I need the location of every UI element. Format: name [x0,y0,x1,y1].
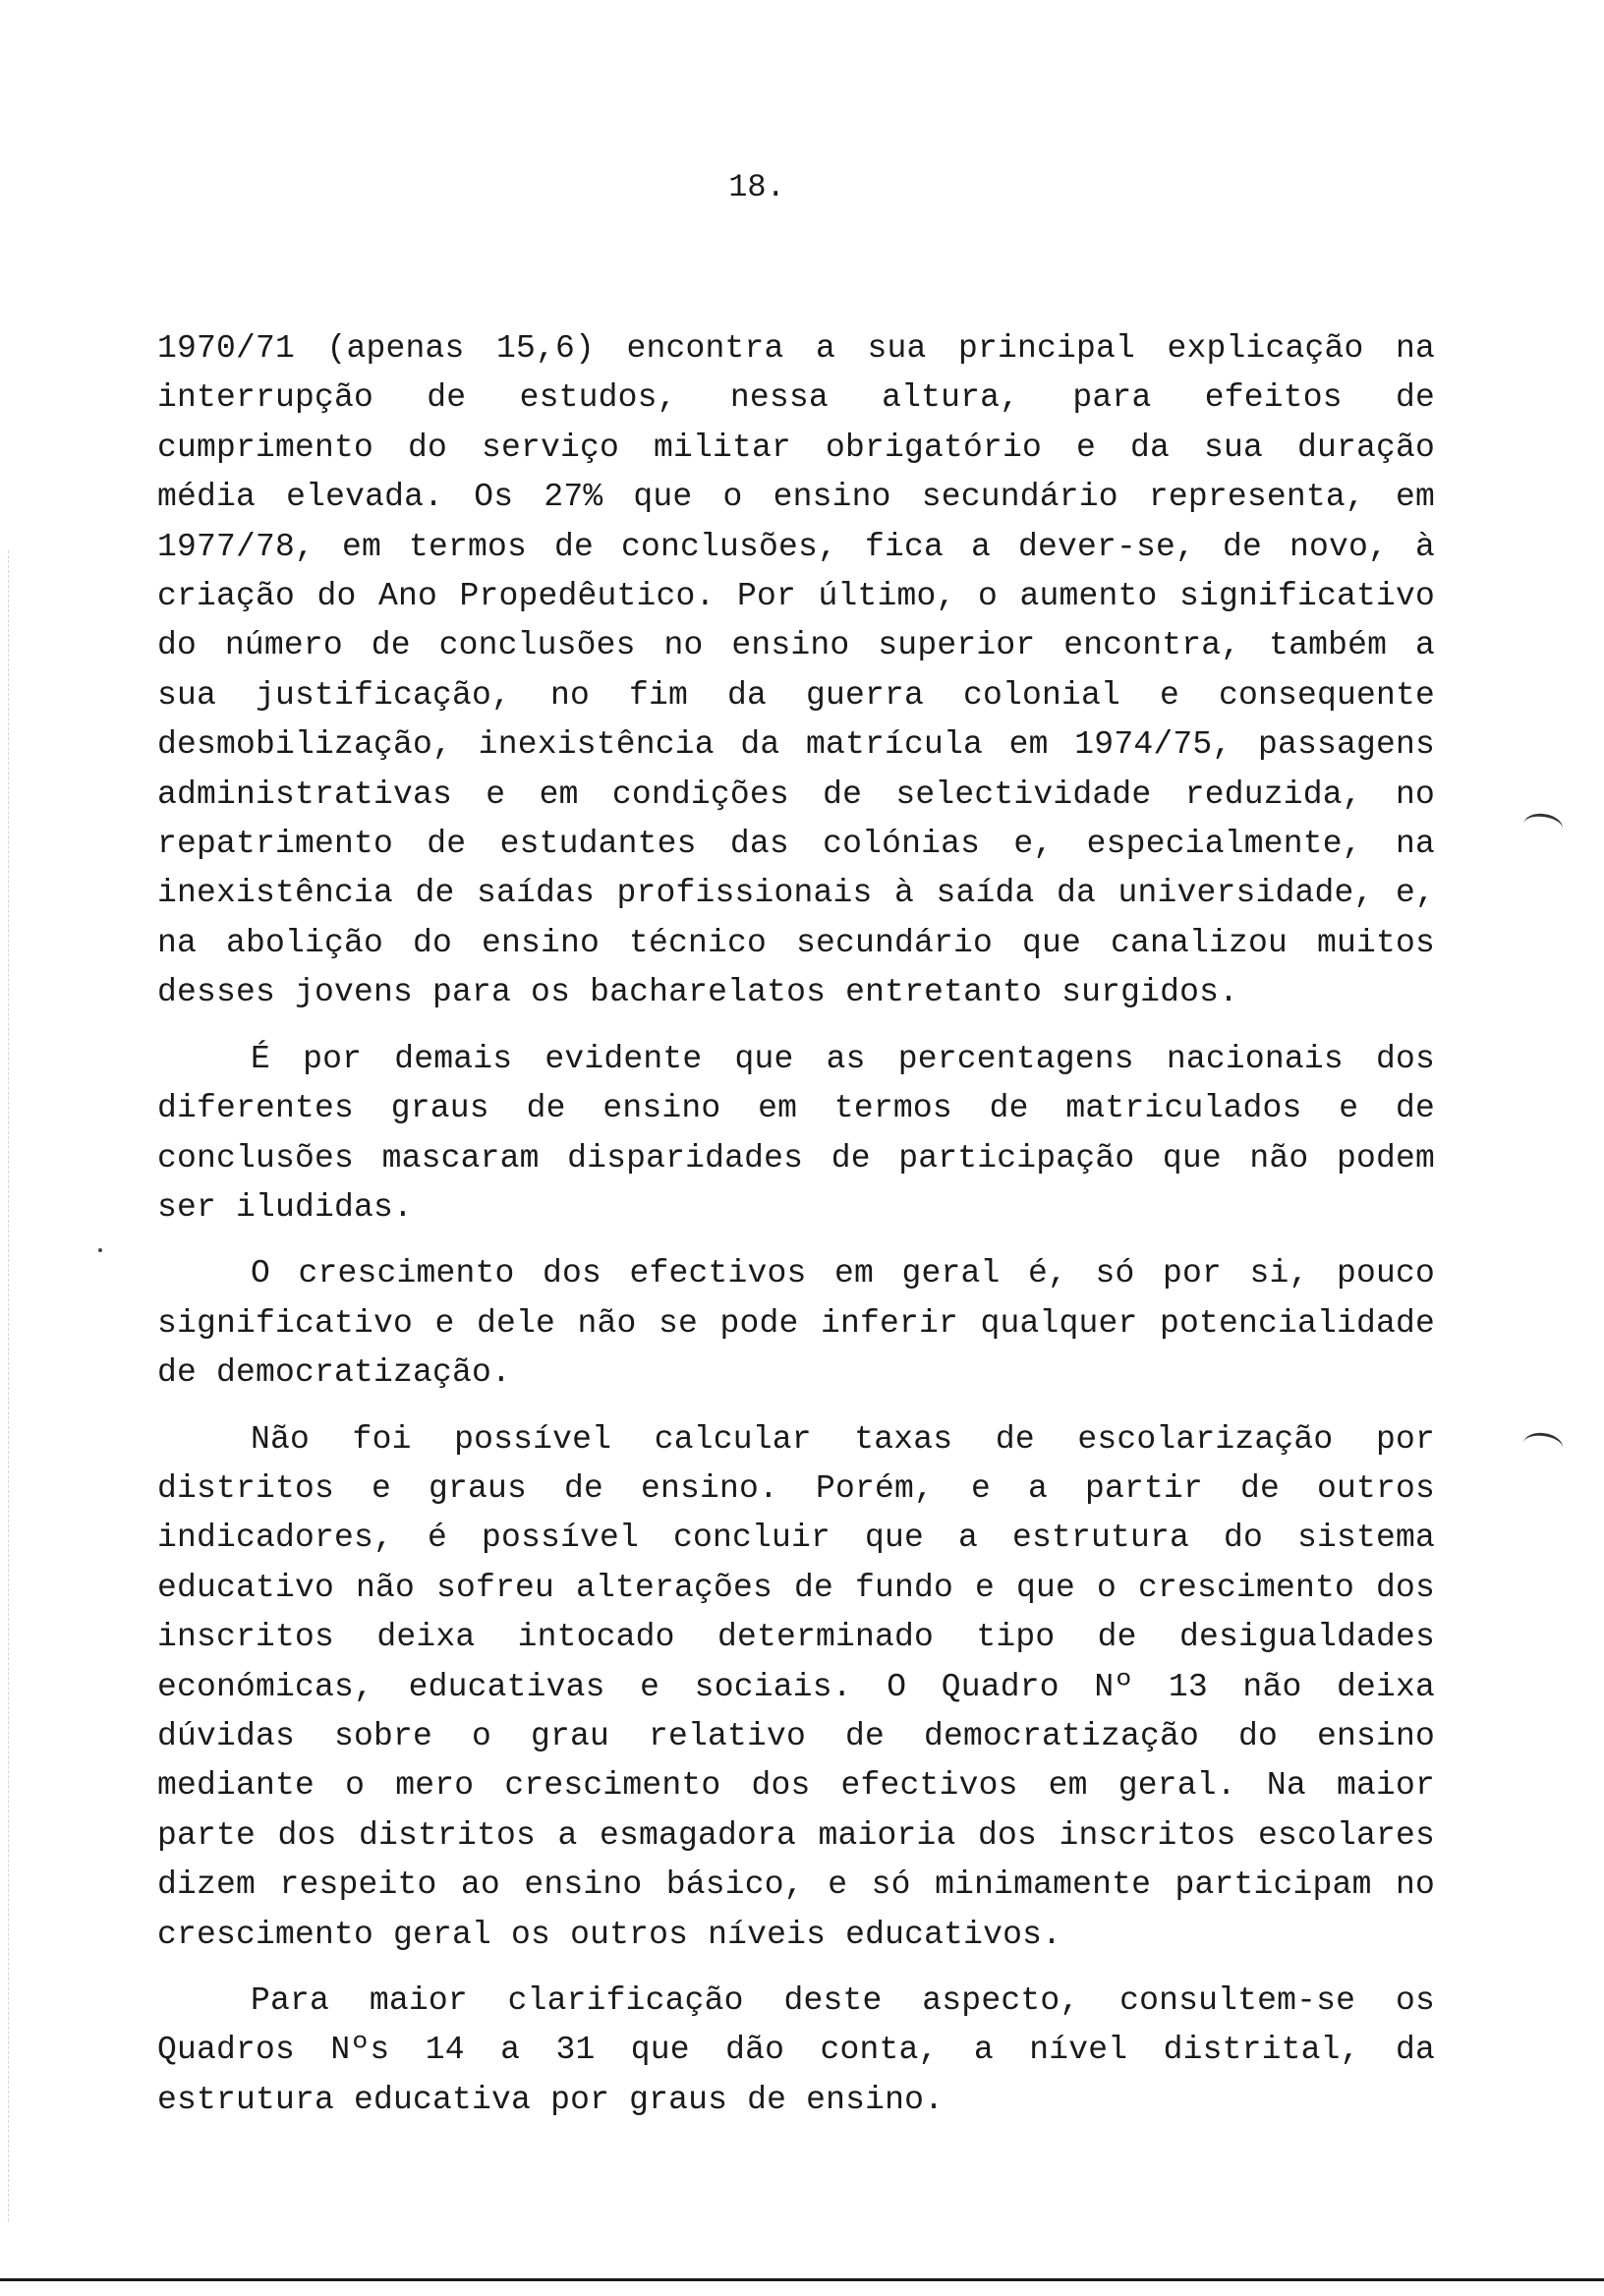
margin-mark [1521,1430,1564,1460]
bottom-rule [0,2278,1604,2281]
body-text [157,324,1435,2142]
scan-edge-line [8,550,10,2221]
paragraph-percentages: É por demais evidente que as percentagens nacionais dos diferentes graus de ensino em termos de matriculados e de conclusões mascaram disparidades de participação que não podem ser iludidas. [157,1040,1435,1226]
paragraph-continuation: 1970/71 (apenas 15,6) encontra a sua principal explicação na interrupção de estudos, nessa altura, para efeitos de cumprimento do serviço militar obrigatório e da sua duração média elevada. Os 27% que o ensino secundário representa, em 1977/78, em termos de conclusões, fica a dever-se, de novo, à criação do Ano Propedêutico. Por último, o aumento significativo do número de conclusões no ensino superior encontra, também a sua justificação, no fim da guerra colonial e consequente desmobilização, inexistência da matrícula em 1974/75, passagens administrativas e em condições de selectividade reduzida, no repatrimento de estudantes das colónias e, especialmente, na inexistência de saídas profissionais à saída da universidade, e, na abolição do ensino técnico secundário que canalizou muitos desses jovens para os bacharelatos entretanto surgidos. [157,330,1435,1011]
paragraph-growth: O crescimento dos efectivos em geral é, só por si, pouco significativo e dele não se pode inferir qualquer potencialidade de democratização. [157,1255,1435,1392]
scan-speck [98,1248,102,1252]
paragraph-schooling-rates: Não foi possível calcular taxas de escolarização por distritos e graus de ensino. Porém, e a partir de outros indicadores, é possível concluir que a estrutura do sistema educativo não sofreu alterações de fundo e que o crescimento dos inscritos deixa intocado determinado tipo de desigualdades económicas, educativas e sociais. O Quadro Nº 13 não deixa dúvidas sobre o grau relativo de democratização do ensino mediante o mero crescimento dos efectivos em geral. Na maior parte dos distritos a esmagadora maioria dos inscritos escolares dizem respeito ao ensino básico, e só minimamente participam no crescimento geral os outros níveis educativos. [157,1420,1435,1953]
paragraph-clarification: Para maior clarificação deste aspecto, consultem-se os Quadros Nºs 14 a 31 que dão conta, a nível distrital, da estrutura educativa por graus de ensino. [157,1982,1435,2118]
page-number: 18. [728,169,785,205]
margin-mark [1521,811,1564,840]
